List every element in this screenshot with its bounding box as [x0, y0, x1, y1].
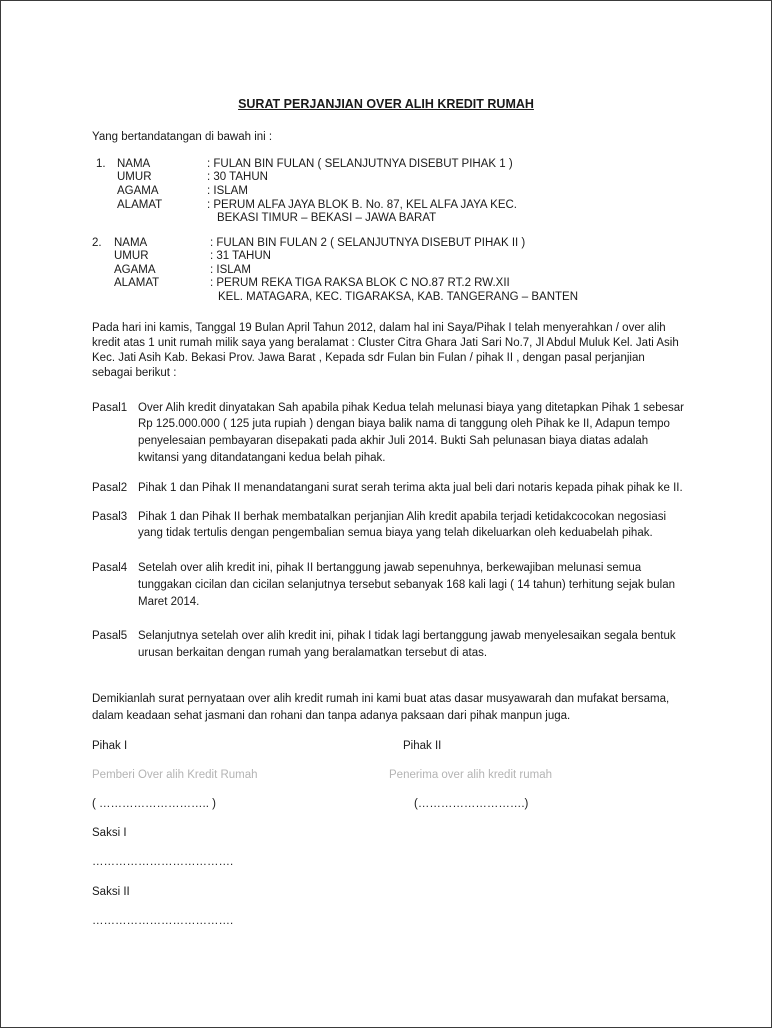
party1-signature-label: Pihak I — [92, 740, 128, 752]
closing-line: Demikianlah surat pernyataan over alih kredit rumah ini kami buat atas dasar musyawarah dan mufakat bersama, — [92, 693, 670, 705]
article-label: Pasal5 — [92, 630, 128, 642]
article-line: Selanjutnya setelah over alih kredit ini, pihak I tidak lagi bertanggung jawab menyelesaikan segala bentuk — [138, 630, 676, 642]
party1-label-address: ALAMAT — [117, 199, 163, 211]
article-label: Pasal4 — [92, 562, 128, 574]
article-line: Rp 125.000.000 ( 125 juta rupiah ) dengan biaya balik nama di tanggung oleh Pihak ke II, Adapun tempo — [138, 418, 670, 430]
intro-text: Yang bertandatangan di bawah ini : — [92, 131, 273, 143]
witness1-signature-line: ………………………………. — [92, 856, 234, 868]
party2-label-address: ALAMAT — [114, 277, 160, 289]
article-line: penyelesaian pembayaran disepakati pada akhir Juli 2014. Bukti Sah pelunasan biaya diatas adalah — [138, 435, 649, 447]
article-line: Maret 2014. — [138, 596, 200, 608]
party2-label-religion: AGAMA — [114, 264, 156, 276]
party1-signature-line: ( ……………………….. ) — [92, 798, 216, 810]
article-line: tunggakan cicilan dan cicilan selanjutnya tersebut sebanyak 168 kali lagi ( 14 tahun) terhitung sejak bulan — [138, 579, 676, 591]
article-line: Over Alih kredit dinyatakan Sah apabila pihak Kedua telah melunasi biaya yang ditetapkan Pihak 1 sebesar — [138, 402, 684, 414]
opening-line: sebagai berikut : — [92, 367, 177, 379]
article-line: urusan berkaitan dengan rumah yang beralamatkan tersebut di atas. — [138, 647, 488, 659]
party2-value-address: : PERUM REKA TIGA RAKSA BLOK C NO.87 RT.2 RW.XII — [210, 277, 510, 289]
party2-role: Penerima over alih kredit rumah — [389, 769, 552, 781]
opening-line: kredit atas 1 unit rumah milik saya yang beralamat : Cluster Citra Ghara Jati Sari No.7, Jl Abdul Muluk Kel. Jati Asih — [92, 337, 679, 349]
article-line: Setelah over alih kredit ini, pihak II bertanggung jawab sepenuhnya, berkewajiban melunasi semua — [138, 562, 642, 574]
party2-label-name: NAMA — [114, 237, 148, 249]
party1-role: Pemberi Over alih Kredit Rumah — [92, 769, 258, 781]
party1-value-name: : FULAN BIN FULAN ( SELANJUTNYA DISEBUT PIHAK 1 ) — [207, 158, 513, 170]
party1-label-age: UMUR — [117, 171, 152, 183]
party1-number: 1. — [96, 158, 106, 170]
opening-line: Kec. Jati Asih Kab. Bekasi Prov. Jawa Barat , Kepada sdr Fulan bin Fulan / pihak II , dengan pasal perjanjian — [92, 352, 645, 364]
article-label: Pasal3 — [92, 511, 128, 523]
party2-address-cont: KEL. MATAGARA, KEC. TIGARAKSA, KAB. TANGERANG – BANTEN — [218, 291, 578, 303]
party2-value-name: : FULAN BIN FULAN 2 ( SELANJUTNYA DISEBUT PIHAK II ) — [210, 237, 526, 249]
witness1-label: Saksi I — [92, 827, 127, 839]
party1-value-age: : 30 TAHUN — [207, 171, 268, 183]
article-line: Pihak 1 dan Pihak II menandatangani surat serah terima akta jual beli dari notaris kepada pihak pihak ke II. — [138, 482, 683, 494]
closing-line: dalam keadaan sehat jasmani dan rohani dan tanpa adanya paksaan dari pihak manpun juga. — [92, 710, 571, 722]
opening-line: Pada hari ini kamis, Tanggal 19 Bulan April Tahun 2012, dalam hal ini Saya/Pihak I telah menyerahkan / over alih — [92, 322, 666, 334]
party1-address-cont: BEKASI TIMUR – BEKASI – JAWA BARAT — [217, 212, 437, 224]
article-label: Pasal2 — [92, 482, 128, 494]
party1-label-religion: AGAMA — [117, 185, 159, 197]
party2-value-age: : 31 TAHUN — [210, 250, 271, 262]
party2-number: 2. — [92, 237, 102, 249]
party2-value-religion: : ISLAM — [210, 264, 251, 276]
article-label: Pasal1 — [92, 402, 128, 414]
article-line: yang tidak tertulis dengan pengembalian semua biaya yang telah dikeluarkan oleh keduabelah pihak. — [138, 527, 653, 539]
party1-value-religion: : ISLAM — [207, 185, 248, 197]
article-line: Pihak 1 dan Pihak II berhak membatalkan perjanjian Alih kredit apabila terjadi ketidakcocokan negosiasi — [138, 511, 667, 523]
party2-signature-line: (……………………….) — [414, 798, 529, 810]
witness2-signature-line: ………………………………. — [92, 915, 234, 927]
witness2-label: Saksi II — [92, 886, 130, 898]
party2-label-age: UMUR — [114, 250, 149, 262]
party2-signature-label: Pihak II — [403, 740, 442, 752]
party1-label-name: NAMA — [117, 158, 151, 170]
party1-value-address: : PERUM ALFA JAYA BLOK B. No. 87, KEL ALFA JAYA KEC. — [207, 199, 518, 211]
document-title: SURAT PERJANJIAN OVER ALIH KREDIT RUMAH — [238, 97, 534, 111]
article-line: kwitansi yang ditandatangani kedua belah pihak. — [138, 452, 386, 464]
